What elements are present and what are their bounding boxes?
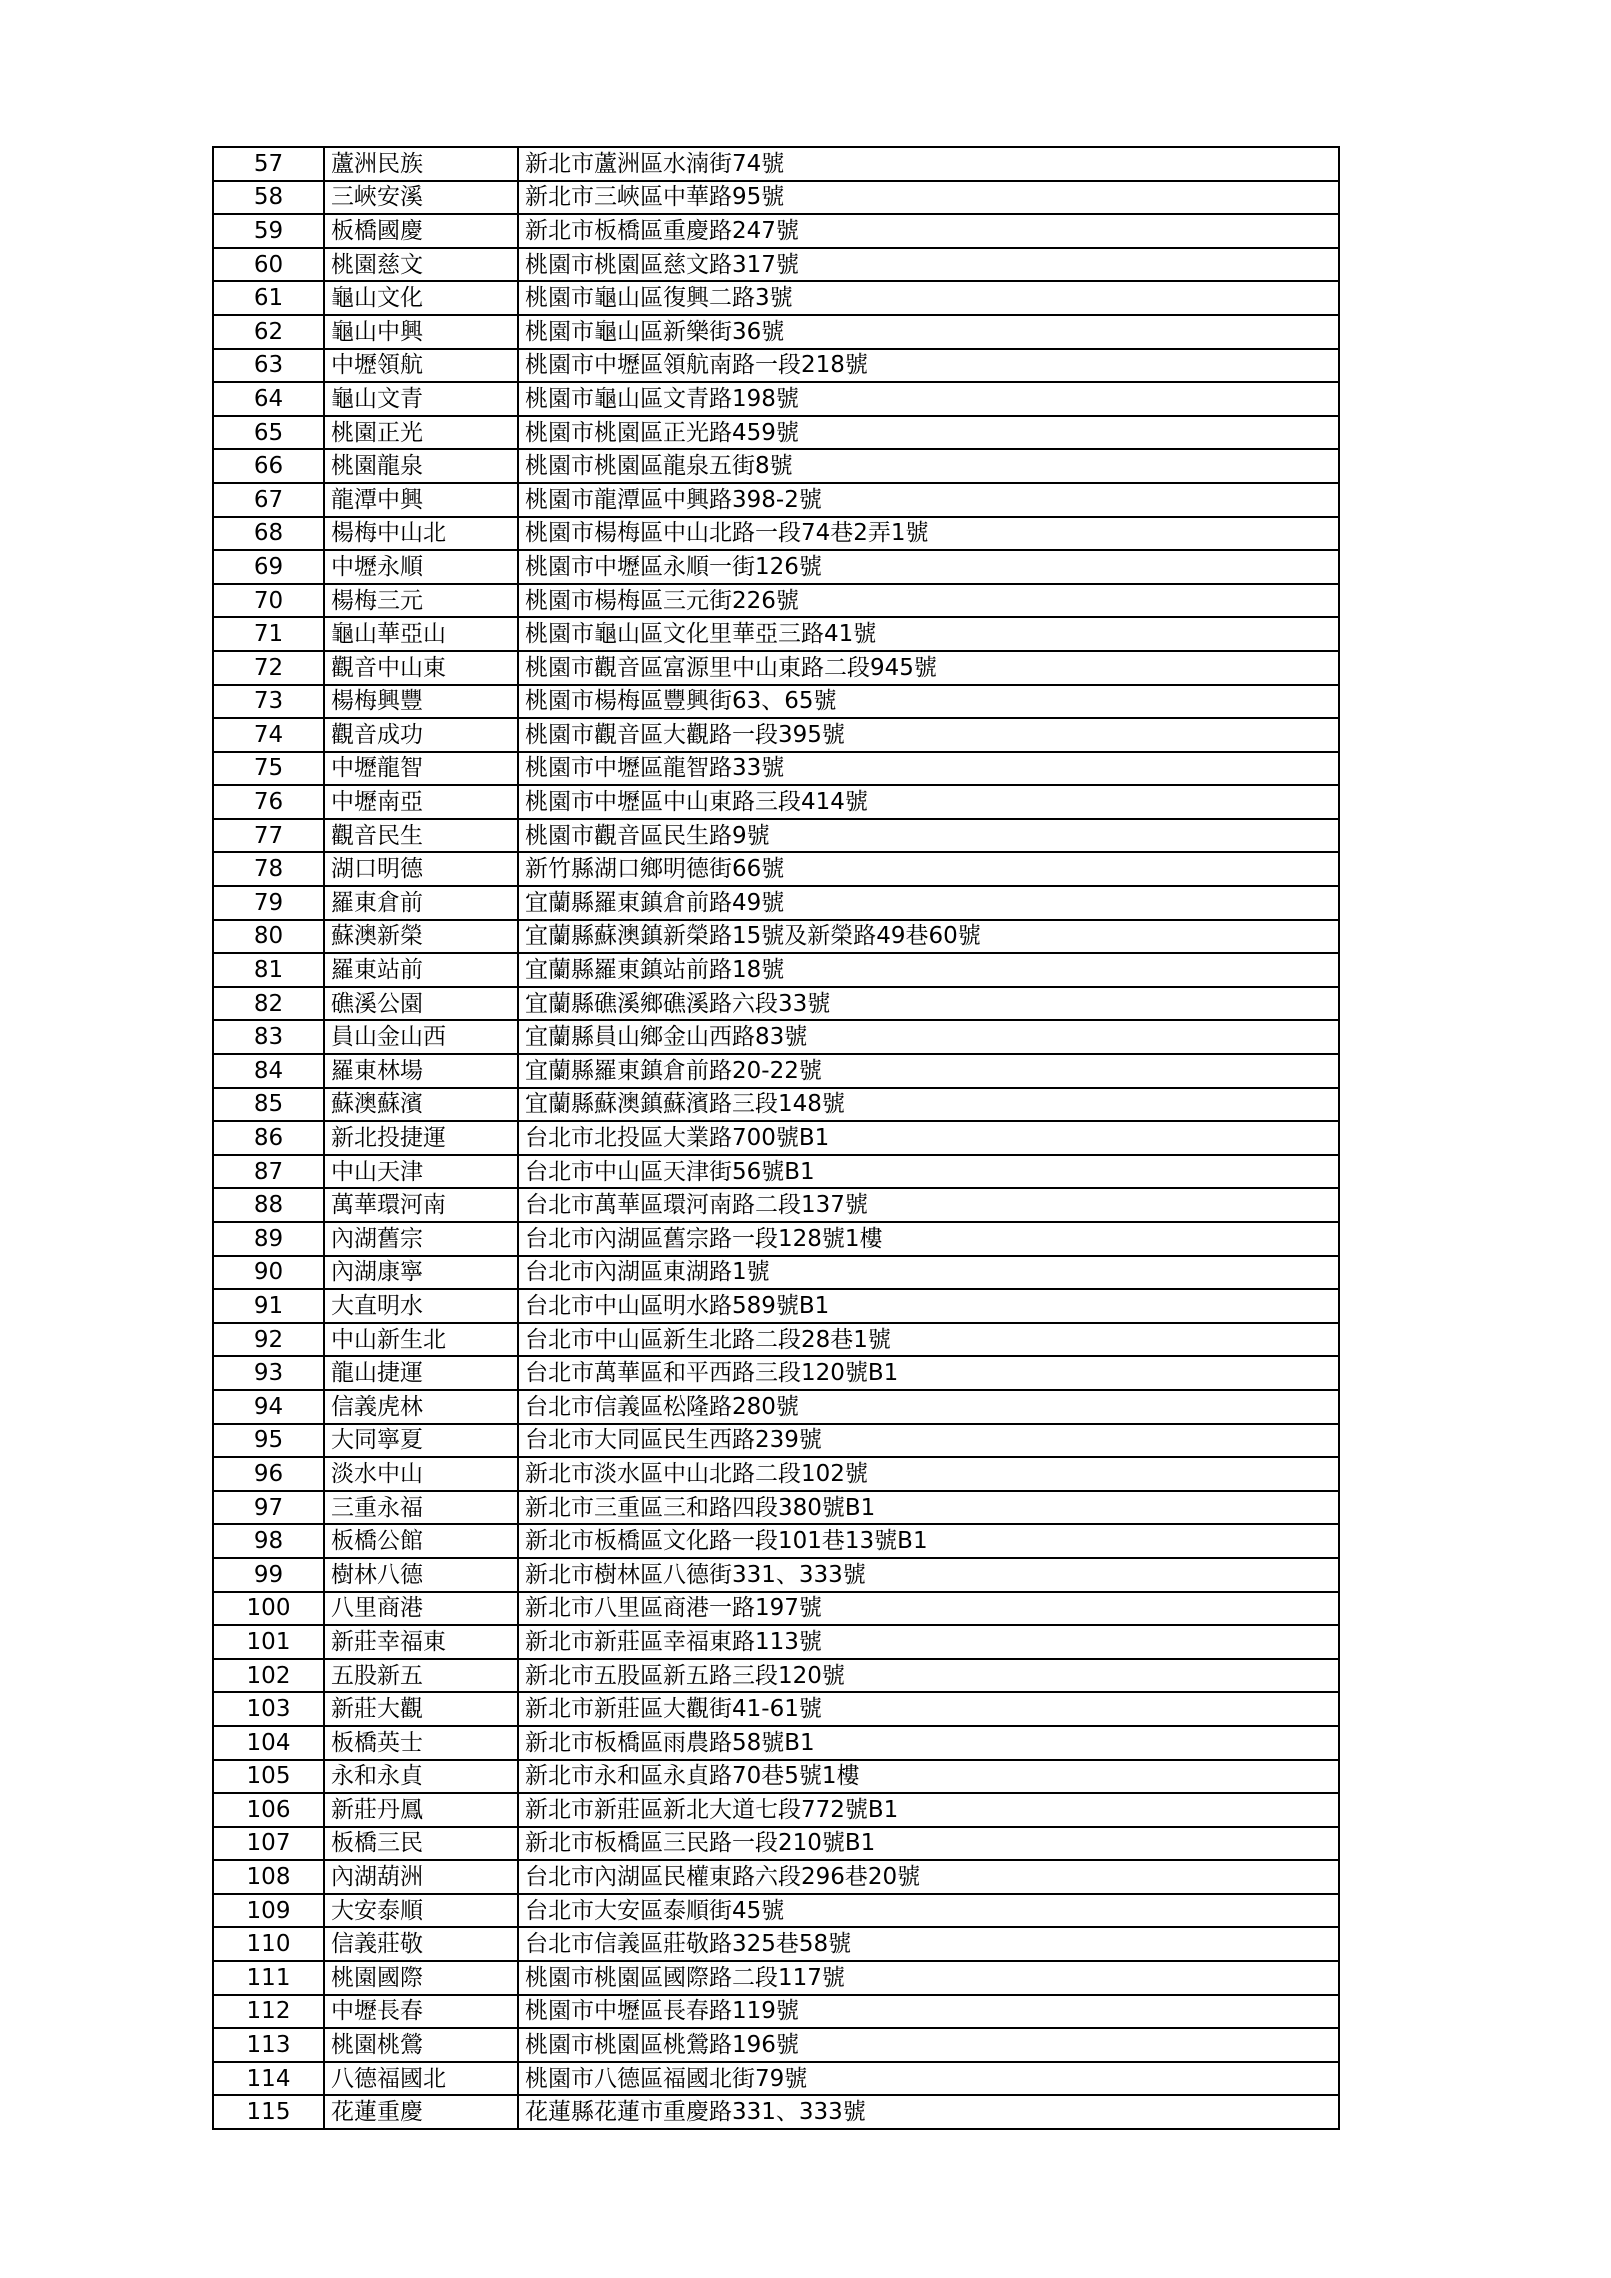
store-address: 桃園市八德區福國北街79號 <box>518 2062 1339 2096</box>
row-number: 94 <box>213 1390 324 1424</box>
row-number: 111 <box>213 1961 324 1995</box>
store-name: 羅東站前 <box>324 953 518 987</box>
store-address: 新北市板橋區文化路一段101巷13號B1 <box>518 1524 1339 1558</box>
store-name: 中山新生北 <box>324 1323 518 1357</box>
store-name: 板橋國慶 <box>324 214 518 248</box>
row-number: 61 <box>213 281 324 315</box>
store-address: 新北市蘆洲區水湳街74號 <box>518 147 1339 181</box>
row-number: 112 <box>213 1995 324 2029</box>
store-name: 新莊大觀 <box>324 1692 518 1726</box>
table-row <box>213 1020 1339 1054</box>
table-row <box>213 752 1339 786</box>
row-number: 96 <box>213 1457 324 1491</box>
store-name: 永和永貞 <box>324 1760 518 1794</box>
store-name: 龜山文化 <box>324 281 518 315</box>
table-row <box>213 1323 1339 1357</box>
row-number: 103 <box>213 1692 324 1726</box>
store-address: 桃園市桃園區慈文路317號 <box>518 248 1339 282</box>
store-name: 羅東林場 <box>324 1054 518 1088</box>
store-address: 桃園市觀音區富源里中山東路二段945號 <box>518 651 1339 685</box>
table-row <box>213 1860 1339 1894</box>
table-row <box>213 1927 1339 1961</box>
table-row <box>213 2062 1339 2096</box>
store-address: 新北市新莊區新北大道七段772號B1 <box>518 1793 1339 1827</box>
row-number: 71 <box>213 617 324 651</box>
table-row <box>213 852 1339 886</box>
row-number: 107 <box>213 1827 324 1861</box>
table-row <box>213 819 1339 853</box>
store-name: 觀音中山東 <box>324 651 518 685</box>
store-name: 員山金山西 <box>324 1020 518 1054</box>
store-address: 新北市永和區永貞路70巷5號1樓 <box>518 1760 1339 1794</box>
store-name: 大直明水 <box>324 1289 518 1323</box>
row-number: 115 <box>213 2095 324 2129</box>
row-number: 104 <box>213 1726 324 1760</box>
store-address: 新北市新莊區幸福東路113號 <box>518 1625 1339 1659</box>
store-address: 台北市中山區明水路589號B1 <box>518 1289 1339 1323</box>
row-number: 57 <box>213 147 324 181</box>
store-name: 礁溪公園 <box>324 987 518 1021</box>
table-row <box>213 685 1339 719</box>
table-row <box>213 1256 1339 1290</box>
row-number: 110 <box>213 1927 324 1961</box>
store-address: 台北市萬華區和平西路三段120號B1 <box>518 1356 1339 1390</box>
store-name: 內湖康寧 <box>324 1256 518 1290</box>
table-row <box>213 349 1339 383</box>
row-number: 78 <box>213 852 324 886</box>
row-number: 67 <box>213 483 324 517</box>
table-row <box>213 248 1339 282</box>
store-address: 台北市萬華區環河南路二段137號 <box>518 1188 1339 1222</box>
store-address: 台北市大安區泰順街45號 <box>518 1894 1339 1928</box>
table-row <box>213 1222 1339 1256</box>
row-number: 108 <box>213 1860 324 1894</box>
store-name: 楊梅三元 <box>324 584 518 618</box>
row-number: 64 <box>213 382 324 416</box>
store-name: 五股新五 <box>324 1659 518 1693</box>
store-name: 龍山捷運 <box>324 1356 518 1390</box>
store-name: 大同寧夏 <box>324 1424 518 1458</box>
store-name: 三重永福 <box>324 1491 518 1525</box>
store-name: 淡水中山 <box>324 1457 518 1491</box>
row-number: 93 <box>213 1356 324 1390</box>
store-address: 新竹縣湖口鄉明德街66號 <box>518 852 1339 886</box>
store-address: 新北市板橋區雨農路58號B1 <box>518 1726 1339 1760</box>
store-address: 台北市信義區松隆路280號 <box>518 1390 1339 1424</box>
row-number: 79 <box>213 886 324 920</box>
table-row <box>213 617 1339 651</box>
table-row <box>213 1088 1339 1122</box>
row-number: 87 <box>213 1155 324 1189</box>
row-number: 74 <box>213 718 324 752</box>
table-row <box>213 1692 1339 1726</box>
row-number: 58 <box>213 181 324 215</box>
row-number: 92 <box>213 1323 324 1357</box>
table-row <box>213 315 1339 349</box>
table-body <box>213 147 1339 2129</box>
table-row <box>213 1289 1339 1323</box>
store-address: 桃園市中壢區永順一街126號 <box>518 550 1339 584</box>
store-name: 龍潭中興 <box>324 483 518 517</box>
store-name: 觀音民生 <box>324 819 518 853</box>
row-number: 100 <box>213 1592 324 1626</box>
store-name: 楊梅興豐 <box>324 685 518 719</box>
store-address: 台北市中山區天津街56號B1 <box>518 1155 1339 1189</box>
row-number: 106 <box>213 1793 324 1827</box>
table-row <box>213 483 1339 517</box>
store-address: 台北市信義區莊敬路325巷58號 <box>518 1927 1339 1961</box>
store-address: 桃園市龜山區文化里華亞三路41號 <box>518 617 1339 651</box>
store-address: 宜蘭縣羅東鎮倉前路49號 <box>518 886 1339 920</box>
table-row <box>213 1659 1339 1693</box>
store-name: 中壢永順 <box>324 550 518 584</box>
store-name: 桃園桃鶯 <box>324 2028 518 2062</box>
store-address: 宜蘭縣礁溪鄉礁溪路六段33號 <box>518 987 1339 1021</box>
store-address: 新北市三峽區中華路95號 <box>518 181 1339 215</box>
row-number: 91 <box>213 1289 324 1323</box>
row-number: 86 <box>213 1121 324 1155</box>
store-address: 桃園市觀音區大觀路一段395號 <box>518 718 1339 752</box>
table-row <box>213 1356 1339 1390</box>
table-row <box>213 953 1339 987</box>
table-row <box>213 416 1339 450</box>
store-address: 宜蘭縣羅東鎮站前路18號 <box>518 953 1339 987</box>
store-name: 樹林八德 <box>324 1558 518 1592</box>
row-number: 81 <box>213 953 324 987</box>
row-number: 90 <box>213 1256 324 1290</box>
row-number: 113 <box>213 2028 324 2062</box>
store-address: 新北市淡水區中山北路二段102號 <box>518 1457 1339 1491</box>
store-name: 板橋三民 <box>324 1827 518 1861</box>
store-name: 板橋公館 <box>324 1524 518 1558</box>
store-address: 台北市中山區新生北路二段28巷1號 <box>518 1323 1339 1357</box>
row-number: 59 <box>213 214 324 248</box>
row-number: 65 <box>213 416 324 450</box>
store-address: 桃園市楊梅區中山北路一段74巷2弄1號 <box>518 517 1339 551</box>
table-row <box>213 281 1339 315</box>
row-number: 66 <box>213 449 324 483</box>
store-name: 新莊幸福東 <box>324 1625 518 1659</box>
store-name: 信義莊敬 <box>324 1927 518 1961</box>
store-name: 桃園龍泉 <box>324 449 518 483</box>
store-name: 信義虎林 <box>324 1390 518 1424</box>
table-row <box>213 1155 1339 1189</box>
store-name: 桃園正光 <box>324 416 518 450</box>
store-name: 蘇澳新榮 <box>324 920 518 954</box>
store-name: 桃園慈文 <box>324 248 518 282</box>
table-row <box>213 1625 1339 1659</box>
store-name: 中壢南亞 <box>324 785 518 819</box>
store-address: 台北市內湖區民權東路六段296巷20號 <box>518 1860 1339 1894</box>
table-row <box>213 886 1339 920</box>
store-address: 桃園市龜山區文青路198號 <box>518 382 1339 416</box>
table-row <box>213 1457 1339 1491</box>
store-name: 蘇澳蘇濱 <box>324 1088 518 1122</box>
store-name: 中壢龍智 <box>324 752 518 786</box>
store-name: 羅東倉前 <box>324 886 518 920</box>
row-number: 60 <box>213 248 324 282</box>
store-address: 桃園市楊梅區豐興街63、65號 <box>518 685 1339 719</box>
store-name: 新北投捷運 <box>324 1121 518 1155</box>
store-address: 新北市新莊區大觀街41-61號 <box>518 1692 1339 1726</box>
row-number: 80 <box>213 920 324 954</box>
store-address: 新北市五股區新五路三段120號 <box>518 1659 1339 1693</box>
row-number: 75 <box>213 752 324 786</box>
store-address: 桃園市中壢區長春路119號 <box>518 1995 1339 2029</box>
store-name: 龜山中興 <box>324 315 518 349</box>
row-number: 77 <box>213 819 324 853</box>
store-name: 中壢領航 <box>324 349 518 383</box>
store-address: 桃園市桃園區正光路459號 <box>518 416 1339 450</box>
table-row <box>213 1558 1339 1592</box>
store-address: 宜蘭縣員山鄉金山西路83號 <box>518 1020 1339 1054</box>
row-number: 101 <box>213 1625 324 1659</box>
store-name: 新莊丹鳳 <box>324 1793 518 1827</box>
row-number: 70 <box>213 584 324 618</box>
store-address: 桃園市龜山區復興二路3號 <box>518 281 1339 315</box>
store-name: 花蓮重慶 <box>324 2095 518 2129</box>
store-address: 花蓮縣花蓮市重慶路331、333號 <box>518 2095 1339 2129</box>
store-address: 桃園市龍潭區中興路398-2號 <box>518 483 1339 517</box>
store-name: 中壢長春 <box>324 1995 518 2029</box>
store-address: 新北市八里區商港一路197號 <box>518 1592 1339 1626</box>
store-name: 八德福國北 <box>324 2062 518 2096</box>
table-row <box>213 214 1339 248</box>
table-row <box>213 1390 1339 1424</box>
table-row <box>213 1121 1339 1155</box>
table-row <box>213 1894 1339 1928</box>
row-number: 62 <box>213 315 324 349</box>
table-row <box>213 920 1339 954</box>
row-number: 72 <box>213 651 324 685</box>
table-row <box>213 718 1339 752</box>
table-row <box>213 1491 1339 1525</box>
row-number: 85 <box>213 1088 324 1122</box>
row-number: 88 <box>213 1188 324 1222</box>
table-row <box>213 1726 1339 1760</box>
table-row <box>213 449 1339 483</box>
store-address: 桃園市楊梅區三元街226號 <box>518 584 1339 618</box>
store-name: 龜山文青 <box>324 382 518 416</box>
store-address: 台北市北投區大業路700號B1 <box>518 1121 1339 1155</box>
store-address: 桃園市中壢區中山東路三段414號 <box>518 785 1339 819</box>
table-row <box>213 584 1339 618</box>
row-number: 97 <box>213 1491 324 1525</box>
table-row <box>213 382 1339 416</box>
store-address: 宜蘭縣羅東鎮倉前路20-22號 <box>518 1054 1339 1088</box>
store-name: 桃園國際 <box>324 1961 518 1995</box>
store-address: 宜蘭縣蘇澳鎮蘇濱路三段148號 <box>518 1088 1339 1122</box>
table-row <box>213 987 1339 1021</box>
store-name: 龜山華亞山 <box>324 617 518 651</box>
store-address: 台北市內湖區舊宗路一段128號1樓 <box>518 1222 1339 1256</box>
table-row <box>213 1054 1339 1088</box>
table-row <box>213 2028 1339 2062</box>
store-name: 板橋英士 <box>324 1726 518 1760</box>
row-number: 114 <box>213 2062 324 2096</box>
store-name: 湖口明德 <box>324 852 518 886</box>
row-number: 98 <box>213 1524 324 1558</box>
store-address: 桃園市中壢區龍智路33號 <box>518 752 1339 786</box>
store-address: 桃園市桃園區國際路二段117號 <box>518 1961 1339 1995</box>
store-name: 蘆洲民族 <box>324 147 518 181</box>
store-address: 新北市三重區三和路四段380號B1 <box>518 1491 1339 1525</box>
store-name: 內湖葫洲 <box>324 1860 518 1894</box>
row-number: 83 <box>213 1020 324 1054</box>
store-name: 大安泰順 <box>324 1894 518 1928</box>
row-number: 73 <box>213 685 324 719</box>
table-row <box>213 1188 1339 1222</box>
table-row <box>213 1592 1339 1626</box>
store-address: 桃園市桃園區桃鶯路196號 <box>518 2028 1339 2062</box>
row-number: 102 <box>213 1659 324 1693</box>
table-row <box>213 785 1339 819</box>
row-number: 89 <box>213 1222 324 1256</box>
store-address: 宜蘭縣蘇澳鎮新榮路15號及新榮路49巷60號 <box>518 920 1339 954</box>
store-name: 觀音成功 <box>324 718 518 752</box>
table-row <box>213 1961 1339 1995</box>
store-address: 桃園市龜山區新樂街36號 <box>518 315 1339 349</box>
table-row <box>213 147 1339 181</box>
store-address: 桃園市桃園區龍泉五街8號 <box>518 449 1339 483</box>
row-number: 63 <box>213 349 324 383</box>
table-row <box>213 651 1339 685</box>
store-name: 八里商港 <box>324 1592 518 1626</box>
row-number: 68 <box>213 517 324 551</box>
row-number: 95 <box>213 1424 324 1458</box>
store-name: 楊梅中山北 <box>324 517 518 551</box>
table-row <box>213 1760 1339 1794</box>
store-name: 三峽安溪 <box>324 181 518 215</box>
row-number: 105 <box>213 1760 324 1794</box>
store-address: 台北市大同區民生西路239號 <box>518 1424 1339 1458</box>
store-address-table <box>212 146 1340 2130</box>
row-number: 99 <box>213 1558 324 1592</box>
store-address: 桃園市觀音區民生路9號 <box>518 819 1339 853</box>
row-number: 82 <box>213 987 324 1021</box>
row-number: 109 <box>213 1894 324 1928</box>
store-address: 桃園市中壢區領航南路一段218號 <box>518 349 1339 383</box>
table-row <box>213 1995 1339 2029</box>
store-name: 萬華環河南 <box>324 1188 518 1222</box>
table-row <box>213 550 1339 584</box>
store-address: 新北市樹林區八德街331、333號 <box>518 1558 1339 1592</box>
store-name: 中山天津 <box>324 1155 518 1189</box>
row-number: 76 <box>213 785 324 819</box>
row-number: 84 <box>213 1054 324 1088</box>
store-address: 台北市內湖區東湖路1號 <box>518 1256 1339 1290</box>
table-row <box>213 1793 1339 1827</box>
row-number: 69 <box>213 550 324 584</box>
table-row <box>213 1424 1339 1458</box>
store-address: 新北市板橋區重慶路247號 <box>518 214 1339 248</box>
table-row <box>213 1827 1339 1861</box>
store-address: 新北市板橋區三民路一段210號B1 <box>518 1827 1339 1861</box>
table-row <box>213 181 1339 215</box>
table-row <box>213 517 1339 551</box>
store-name: 內湖舊宗 <box>324 1222 518 1256</box>
table-row <box>213 1524 1339 1558</box>
table-row <box>213 2095 1339 2129</box>
